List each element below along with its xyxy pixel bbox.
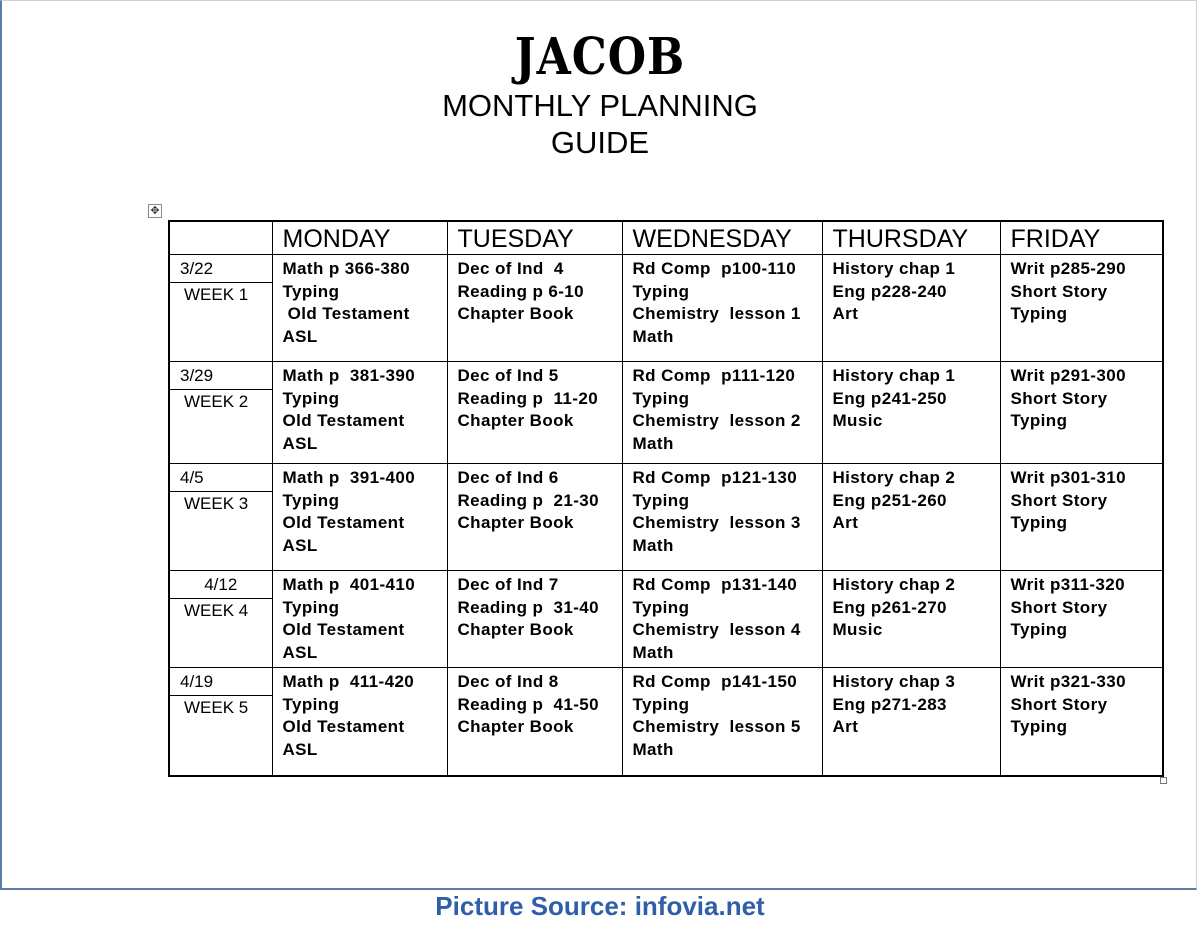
assignment-line: Reading p 11-20: [457, 388, 599, 408]
assignment-line: Math: [632, 739, 674, 759]
assignment-line: Old Testament: [282, 620, 405, 639]
assignment-line: Typing: [632, 490, 690, 510]
assignment-line: Writ p301-310: [1010, 468, 1126, 487]
cell-wednesday[interactable]: [622, 362, 822, 464]
assignment-line: Art: [832, 513, 859, 532]
assignment-line: Math: [632, 433, 674, 453]
cell-friday[interactable]: [1000, 571, 1163, 668]
assignment-line: Typing: [282, 490, 340, 510]
assignment-line: Old Testament: [282, 513, 405, 532]
assignment-line: Reading p 31-40: [457, 597, 599, 617]
cell-monday[interactable]: [272, 668, 447, 776]
assignment-line: Typing: [282, 388, 340, 408]
assignment-line: Math: [632, 535, 674, 555]
assignment-line: Math p 391-400: [282, 468, 416, 487]
assignment-line: Short Story: [1010, 281, 1108, 301]
assignment-line: History chap 3: [832, 672, 956, 691]
week-date: 4/12: [170, 571, 272, 599]
assignment-line: Rd Comp p121-130: [632, 468, 798, 487]
page-title-line-2: GUIDE: [550, 125, 650, 160]
cell-tuesday[interactable]: [447, 362, 622, 464]
assignment-line: Eng p241-250: [832, 388, 947, 408]
week-date: 3/29: [170, 362, 272, 390]
assignment-line: Dec of Ind 5: [457, 366, 559, 385]
assignment-line: Music: [832, 411, 883, 430]
assignment-line: Reading p 21-30: [457, 490, 599, 510]
cell-monday[interactable]: [272, 362, 447, 464]
week-cell: [169, 571, 272, 668]
assignment-line: Writ p311-320: [1010, 575, 1125, 594]
assignment-line: Chapter Book: [457, 620, 574, 639]
week-label: WEEK 2: [184, 392, 249, 411]
cell-monday[interactable]: [272, 571, 447, 668]
assignment-line: Math p 366-380: [282, 259, 410, 278]
cell-wednesday[interactable]: [622, 464, 822, 571]
assignment-line: Eng p261-270: [832, 597, 947, 617]
assignment-line: Chapter Book: [457, 513, 574, 532]
table-row: [169, 362, 1163, 464]
assignment-line: Typing: [282, 281, 340, 301]
assignment-line: Typing: [632, 597, 690, 617]
header-cell-wednesday: WEDNESDAY: [622, 221, 822, 255]
assignment-line: Typing: [282, 694, 340, 714]
assignment-line: Typing: [1010, 513, 1068, 532]
assignment-line: Chemistry lesson 2: [632, 411, 801, 430]
assignment-line: Short Story: [1010, 694, 1108, 714]
cell-wednesday[interactable]: [622, 668, 822, 776]
header-cell-friday: FRIDAY: [1000, 221, 1163, 255]
assignment-line: Eng p271-283: [832, 694, 947, 714]
assignment-line: Rd Comp p111-120: [632, 366, 796, 385]
assignment-line: Rd Comp p131-140: [632, 575, 798, 594]
cell-wednesday[interactable]: [622, 571, 822, 668]
header-cell-thursday: THURSDAY: [822, 221, 1000, 255]
assignment-line: Typing: [632, 388, 690, 408]
cell-friday[interactable]: [1000, 464, 1163, 571]
assignment-line: History chap 1: [832, 259, 956, 278]
assignment-line: Music: [832, 620, 883, 639]
cell-thursday[interactable]: [822, 571, 1000, 668]
assignment-line: Old Testament: [282, 411, 405, 430]
assignment-line: Chapter Book: [457, 717, 574, 736]
table-row: [169, 464, 1163, 571]
assignment-line: Art: [832, 304, 859, 323]
assignment-line: History chap 1: [832, 366, 956, 385]
assignment-line: Math: [632, 642, 674, 662]
week-cell: [169, 255, 272, 362]
assignment-line: Dec of Ind 6: [457, 468, 559, 487]
assignment-line: Reading p 41-50: [457, 694, 599, 714]
assignment-line: Typing: [632, 694, 690, 714]
week-cell: [169, 362, 272, 464]
table-resize-handle[interactable]: [1160, 777, 1167, 784]
table-move-handle-icon[interactable]: ✥: [148, 204, 162, 218]
assignment-line: History chap 2: [832, 575, 956, 594]
assignment-line: Math: [632, 326, 674, 346]
assignment-line: ASL: [282, 739, 318, 759]
assignment-line: Eng p228-240: [832, 281, 947, 301]
assignment-line: Short Story: [1010, 597, 1108, 617]
cell-thursday[interactable]: [822, 362, 1000, 464]
assignment-line: Math p 381-390: [282, 366, 416, 385]
assignment-line: Writ p285-290: [1010, 259, 1126, 278]
assignment-line: ASL: [282, 642, 318, 662]
assignment-line: ASL: [282, 433, 318, 453]
assignment-line: Short Story: [1010, 490, 1108, 510]
cell-wednesday[interactable]: [622, 255, 822, 362]
assignment-line: Writ p321-330: [1010, 672, 1126, 691]
cell-tuesday[interactable]: [447, 255, 622, 362]
cell-friday[interactable]: [1000, 362, 1163, 464]
planning-table: [168, 220, 1164, 777]
cell-monday[interactable]: [272, 464, 447, 571]
week-date: 4/19: [170, 668, 272, 696]
assignment-line: Typing: [282, 597, 340, 617]
assignment-line: Eng p251-260: [832, 490, 947, 510]
cell-thursday[interactable]: [822, 464, 1000, 571]
assignment-line: Chemistry lesson 5: [632, 717, 801, 736]
assignment-line: Chemistry lesson 4: [632, 620, 801, 639]
assignment-line: ASL: [282, 326, 318, 346]
week-cell: [169, 464, 272, 571]
cell-tuesday[interactable]: [447, 668, 622, 776]
week-label: WEEK 3: [184, 494, 249, 513]
assignment-line: Math p 411-420: [282, 672, 415, 691]
cell-thursday[interactable]: [822, 255, 1000, 362]
assignment-line: ASL: [282, 535, 318, 555]
cell-friday[interactable]: [1000, 255, 1163, 362]
cell-thursday[interactable]: [822, 668, 1000, 776]
assignment-line: Reading p 6-10: [457, 281, 585, 301]
cell-monday[interactable]: [272, 255, 447, 362]
assignment-line: Math p 401-410: [282, 575, 416, 594]
week-label: WEEK 5: [184, 698, 249, 717]
table-row: [169, 571, 1163, 668]
assignment-line: Rd Comp p141-150: [632, 672, 798, 691]
table-header-row: [169, 221, 1163, 255]
assignment-line: Typing: [632, 281, 690, 301]
assignment-line: Typing: [1010, 411, 1068, 430]
header-cell-tuesday: TUESDAY: [447, 221, 622, 255]
cell-friday[interactable]: [1000, 668, 1163, 776]
assignment-line: Old Testament: [282, 717, 405, 736]
cell-tuesday[interactable]: [447, 571, 622, 668]
table-row: [169, 255, 1163, 362]
assignment-line: Dec of Ind 4: [457, 259, 564, 278]
assignment-line: Art: [832, 717, 859, 736]
cell-tuesday[interactable]: [447, 464, 622, 571]
assignment-line: Chapter Book: [457, 304, 574, 323]
assignment-line: Typing: [1010, 717, 1068, 736]
assignment-line: History chap 2: [832, 468, 956, 487]
assignment-line: Old Testament: [282, 304, 410, 323]
assignment-line: Dec of Ind 7: [457, 575, 559, 594]
assignment-line: Chemistry lesson 3: [632, 513, 801, 532]
assignment-line: Writ p291-300: [1010, 366, 1126, 385]
header-cell-monday: MONDAY: [272, 221, 447, 255]
week-label: WEEK 4: [184, 601, 249, 620]
assignment-line: Dec of Ind 8: [457, 672, 559, 691]
assignment-line: Rd Comp p100-110: [632, 259, 797, 278]
assignment-line: Typing: [1010, 620, 1068, 639]
table-row: [169, 668, 1163, 776]
assignment-line: Chapter Book: [457, 411, 574, 430]
assignment-line: Chemistry lesson 1: [632, 304, 801, 323]
assignment-line: Typing: [1010, 304, 1068, 323]
student-name: JACOB: [514, 28, 686, 87]
assignment-line: Short Story: [1010, 388, 1108, 408]
picture-source-caption: Picture Source: infovia.net: [435, 891, 765, 921]
week-date: 4/5: [170, 464, 272, 492]
page-title-line-1: MONTHLY PLANNING: [442, 88, 758, 123]
week-date: 3/22: [170, 255, 272, 283]
week-cell: [169, 668, 272, 776]
week-label: WEEK 1: [184, 285, 249, 304]
header-cell-blank: [169, 221, 272, 255]
